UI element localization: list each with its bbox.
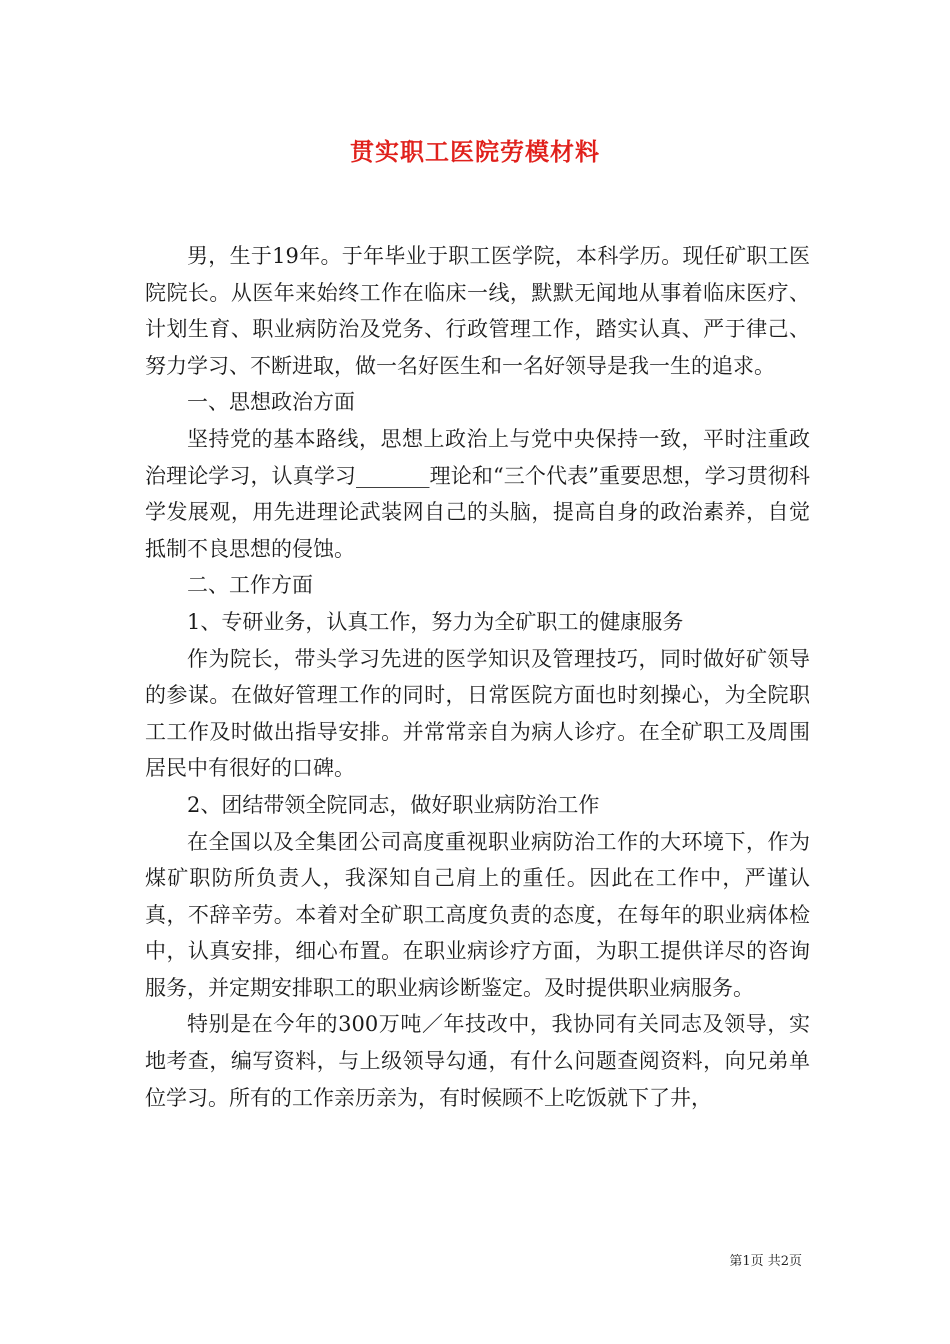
paragraph-intro: 男，生于19年。于年毕业于职工医学院，本科学历。现任矿职工医院院长。从医年来始终工作在临床一线，默默无闻地从事着临床医疗、计划生育、职业病防治及党务、行政管理工作，踏实认真、严于律己、努力学习、不断进取，做一名好医生和一名好领导是我一生的追求。 [145,244,810,378]
page-number: 第1页 共2页 [729,1254,802,1269]
subheading-study: 1、专研业务，认真工作，努力为全矿职工的健康服务 [187,609,684,634]
document-body [145,238,810,1116]
subheading-occupational: 2、团结带领全院同志，做好职业病防治工作 [187,792,600,817]
paragraph-renovation: 特别是在今年的300万吨／年技改中，我协同有关同志及领导，实地考查，编写资料，与上级领导勾通，有什么问题查阅资料，向兄弟单位学习。所有的工作亲历亲为，有时候顾不上吃饭就下了井， [145,1012,810,1110]
paragraph-occupational: 在全国以及全集团公司高度重视职业病防治工作的大环境下，作为煤矿职防所负责人，我深知自己肩上的重任。因此在工作中，严谨认真，不辞辛劳。本着对全矿职工高度负责的态度，在每年的职业病体检中，认真安排，细心布置。在职业病诊疗方面，为职工提供详尽的咨询服务，并定期安排职工的职业病诊断鉴定。及时提供职业病服务。 [145,829,810,1000]
paragraph-political: 坚持党的基本路线，思想上政治上与党中央保持一致，平时注重政治理论学习，认真学习_______理论和“三个代表”重要思想，学习贯彻科学发展观，用先进理论武装网自己的头脑，提高自身的政治素养，自觉抵制不良思想的侵蚀。 [145,426,810,561]
document-title: 贯实职工医院劳模材料 [350,137,600,166]
section-heading-work: 二、工作方面 [187,573,313,598]
paragraph-study: 作为院长，带头学习先进的医学知识及管理技巧，同时做好矿领导的参谋。在做好管理工作的同时，日常医院方面也时刻操心，为全院职工工作及时做出指导安排。并常常亲自为病人诊疗。在全矿职工及周围居民中有很好的口碑。 [145,646,810,781]
section-heading-political: 一、思想政治方面 [187,390,355,415]
